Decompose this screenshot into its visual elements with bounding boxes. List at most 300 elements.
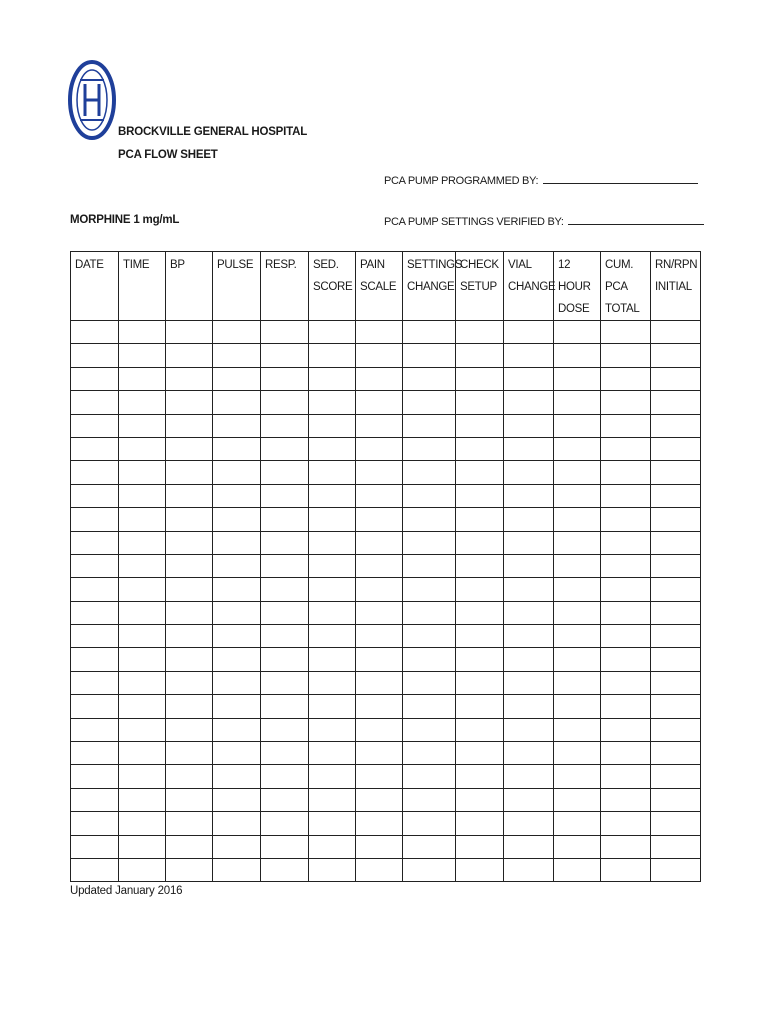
table-cell[interactable] [601, 601, 651, 624]
table-cell[interactable] [456, 742, 504, 765]
table-cell[interactable] [403, 718, 456, 741]
table-cell[interactable] [309, 858, 356, 881]
table-cell[interactable] [166, 765, 213, 788]
table-cell[interactable] [504, 835, 554, 858]
table-cell[interactable] [554, 695, 601, 718]
table-cell[interactable] [166, 461, 213, 484]
table-cell[interactable] [504, 858, 554, 881]
table-cell[interactable] [309, 695, 356, 718]
table-cell[interactable] [213, 414, 261, 437]
table-cell[interactable] [456, 695, 504, 718]
table-cell[interactable] [601, 508, 651, 531]
table-cell[interactable] [166, 835, 213, 858]
table-cell[interactable] [456, 648, 504, 671]
table-cell[interactable] [261, 321, 309, 344]
table-cell[interactable] [119, 367, 166, 390]
table-cell[interactable] [213, 367, 261, 390]
table-cell[interactable] [601, 788, 651, 811]
table-cell[interactable] [166, 321, 213, 344]
table-cell[interactable] [309, 835, 356, 858]
table-cell[interactable] [119, 812, 166, 835]
table-cell[interactable] [261, 718, 309, 741]
table-cell[interactable] [554, 437, 601, 460]
table-cell[interactable] [554, 718, 601, 741]
table-cell[interactable] [554, 391, 601, 414]
table-cell[interactable] [651, 554, 701, 577]
table-cell[interactable] [213, 718, 261, 741]
table-cell[interactable] [403, 625, 456, 648]
table-cell[interactable] [456, 321, 504, 344]
table-cell[interactable] [356, 695, 403, 718]
table-cell[interactable] [309, 742, 356, 765]
table-cell[interactable] [601, 742, 651, 765]
table-cell[interactable] [71, 461, 119, 484]
table-cell[interactable] [456, 788, 504, 811]
table-cell[interactable] [456, 835, 504, 858]
table-cell[interactable] [166, 625, 213, 648]
table-cell[interactable] [261, 858, 309, 881]
table-cell[interactable] [166, 531, 213, 554]
table-cell[interactable] [166, 601, 213, 624]
table-cell[interactable] [601, 835, 651, 858]
table-cell[interactable] [651, 742, 701, 765]
table-cell[interactable] [71, 531, 119, 554]
table-cell[interactable] [166, 578, 213, 601]
table-cell[interactable] [504, 601, 554, 624]
table-cell[interactable] [403, 461, 456, 484]
table-cell[interactable] [213, 344, 261, 367]
table-cell[interactable] [261, 554, 309, 577]
table-cell[interactable] [166, 344, 213, 367]
table-cell[interactable] [309, 788, 356, 811]
table-cell[interactable] [119, 414, 166, 437]
table-cell[interactable] [309, 391, 356, 414]
table-cell[interactable] [309, 367, 356, 390]
table-cell[interactable] [119, 508, 166, 531]
table-cell[interactable] [119, 835, 166, 858]
table-cell[interactable] [504, 718, 554, 741]
table-cell[interactable] [651, 835, 701, 858]
table-cell[interactable] [356, 742, 403, 765]
table-cell[interactable] [261, 625, 309, 648]
pump-settings-verified-by-field[interactable] [568, 214, 704, 225]
table-cell[interactable] [403, 601, 456, 624]
table-cell[interactable] [166, 812, 213, 835]
table-cell[interactable] [166, 391, 213, 414]
table-cell[interactable] [601, 554, 651, 577]
table-cell[interactable] [504, 578, 554, 601]
table-cell[interactable] [213, 508, 261, 531]
table-cell[interactable] [651, 344, 701, 367]
table-cell[interactable] [456, 578, 504, 601]
table-cell[interactable] [166, 437, 213, 460]
table-cell[interactable] [554, 625, 601, 648]
table-cell[interactable] [213, 812, 261, 835]
table-cell[interactable] [456, 437, 504, 460]
table-cell[interactable] [601, 391, 651, 414]
table-cell[interactable] [166, 858, 213, 881]
table-cell[interactable] [456, 508, 504, 531]
table-cell[interactable] [504, 391, 554, 414]
table-cell[interactable] [71, 812, 119, 835]
table-cell[interactable] [309, 718, 356, 741]
table-cell[interactable] [166, 695, 213, 718]
table-cell[interactable] [403, 554, 456, 577]
table-cell[interactable] [71, 625, 119, 648]
table-cell[interactable] [213, 531, 261, 554]
table-cell[interactable] [456, 601, 504, 624]
table-cell[interactable] [356, 414, 403, 437]
table-cell[interactable] [554, 742, 601, 765]
table-cell[interactable] [309, 578, 356, 601]
table-cell[interactable] [119, 625, 166, 648]
table-cell[interactable] [261, 648, 309, 671]
table-cell[interactable] [504, 648, 554, 671]
table-cell[interactable] [504, 321, 554, 344]
table-cell[interactable] [651, 695, 701, 718]
table-cell[interactable] [356, 321, 403, 344]
table-cell[interactable] [356, 554, 403, 577]
table-cell[interactable] [403, 858, 456, 881]
table-cell[interactable] [356, 765, 403, 788]
table-cell[interactable] [554, 484, 601, 507]
table-cell[interactable] [71, 367, 119, 390]
table-cell[interactable] [601, 437, 651, 460]
table-cell[interactable] [601, 625, 651, 648]
table-cell[interactable] [213, 695, 261, 718]
table-cell[interactable] [119, 695, 166, 718]
table-cell[interactable] [456, 625, 504, 648]
table-cell[interactable] [213, 554, 261, 577]
table-cell[interactable] [601, 321, 651, 344]
table-cell[interactable] [213, 391, 261, 414]
table-cell[interactable] [119, 788, 166, 811]
table-cell[interactable] [356, 788, 403, 811]
table-cell[interactable] [356, 437, 403, 460]
table-cell[interactable] [261, 742, 309, 765]
table-cell[interactable] [356, 812, 403, 835]
table-cell[interactable] [119, 461, 166, 484]
table-cell[interactable] [356, 367, 403, 390]
table-cell[interactable] [504, 812, 554, 835]
table-cell[interactable] [309, 531, 356, 554]
table-cell[interactable] [261, 578, 309, 601]
table-cell[interactable] [504, 765, 554, 788]
table-cell[interactable] [651, 671, 701, 694]
table-cell[interactable] [651, 788, 701, 811]
table-cell[interactable] [356, 461, 403, 484]
table-cell[interactable] [356, 484, 403, 507]
table-cell[interactable] [504, 788, 554, 811]
table-cell[interactable] [456, 531, 504, 554]
table-cell[interactable] [166, 648, 213, 671]
table-cell[interactable] [403, 695, 456, 718]
table-cell[interactable] [601, 484, 651, 507]
table-cell[interactable] [504, 414, 554, 437]
table-cell[interactable] [651, 578, 701, 601]
table-cell[interactable] [504, 367, 554, 390]
table-cell[interactable] [651, 437, 701, 460]
table-cell[interactable] [651, 601, 701, 624]
table-cell[interactable] [119, 578, 166, 601]
table-cell[interactable] [356, 648, 403, 671]
table-cell[interactable] [403, 367, 456, 390]
table-cell[interactable] [213, 578, 261, 601]
table-cell[interactable] [651, 321, 701, 344]
table-cell[interactable] [166, 718, 213, 741]
table-cell[interactable] [71, 835, 119, 858]
table-cell[interactable] [71, 578, 119, 601]
table-cell[interactable] [213, 765, 261, 788]
table-cell[interactable] [71, 601, 119, 624]
table-cell[interactable] [456, 367, 504, 390]
table-cell[interactable] [71, 858, 119, 881]
table-cell[interactable] [309, 554, 356, 577]
table-cell[interactable] [119, 671, 166, 694]
table-cell[interactable] [601, 858, 651, 881]
table-cell[interactable] [554, 344, 601, 367]
table-cell[interactable] [261, 367, 309, 390]
table-cell[interactable] [261, 765, 309, 788]
pump-programmed-by-field[interactable] [543, 173, 698, 184]
table-cell[interactable] [119, 765, 166, 788]
table-cell[interactable] [71, 344, 119, 367]
table-cell[interactable] [403, 648, 456, 671]
table-cell[interactable] [213, 788, 261, 811]
table-cell[interactable] [71, 414, 119, 437]
table-cell[interactable] [166, 554, 213, 577]
table-cell[interactable] [554, 788, 601, 811]
table-cell[interactable] [456, 765, 504, 788]
table-cell[interactable] [261, 508, 309, 531]
table-cell[interactable] [601, 367, 651, 390]
table-cell[interactable] [261, 391, 309, 414]
table-cell[interactable] [403, 765, 456, 788]
table-cell[interactable] [119, 437, 166, 460]
table-cell[interactable] [554, 812, 601, 835]
table-cell[interactable] [504, 531, 554, 554]
table-cell[interactable] [71, 484, 119, 507]
table-cell[interactable] [166, 742, 213, 765]
table-cell[interactable] [356, 508, 403, 531]
table-cell[interactable] [261, 835, 309, 858]
table-cell[interactable] [651, 484, 701, 507]
table-cell[interactable] [456, 671, 504, 694]
table-cell[interactable] [71, 718, 119, 741]
table-cell[interactable] [601, 695, 651, 718]
table-cell[interactable] [71, 437, 119, 460]
table-cell[interactable] [554, 578, 601, 601]
table-cell[interactable] [166, 788, 213, 811]
table-cell[interactable] [554, 321, 601, 344]
table-cell[interactable] [456, 461, 504, 484]
table-cell[interactable] [261, 671, 309, 694]
table-cell[interactable] [554, 508, 601, 531]
table-cell[interactable] [261, 695, 309, 718]
table-cell[interactable] [309, 765, 356, 788]
table-cell[interactable] [651, 508, 701, 531]
table-cell[interactable] [71, 742, 119, 765]
table-cell[interactable] [601, 578, 651, 601]
table-cell[interactable] [71, 321, 119, 344]
table-cell[interactable] [504, 437, 554, 460]
table-cell[interactable] [309, 508, 356, 531]
table-cell[interactable] [651, 858, 701, 881]
table-cell[interactable] [403, 321, 456, 344]
table-cell[interactable] [403, 344, 456, 367]
table-cell[interactable] [261, 414, 309, 437]
table-cell[interactable] [166, 508, 213, 531]
table-cell[interactable] [119, 344, 166, 367]
table-cell[interactable] [456, 484, 504, 507]
table-cell[interactable] [119, 531, 166, 554]
table-cell[interactable] [309, 601, 356, 624]
table-cell[interactable] [213, 437, 261, 460]
table-cell[interactable] [554, 461, 601, 484]
table-cell[interactable] [213, 835, 261, 858]
table-cell[interactable] [504, 554, 554, 577]
table-cell[interactable] [456, 812, 504, 835]
table-cell[interactable] [261, 461, 309, 484]
table-cell[interactable] [356, 718, 403, 741]
table-cell[interactable] [213, 484, 261, 507]
table-cell[interactable] [309, 671, 356, 694]
table-cell[interactable] [261, 484, 309, 507]
table-cell[interactable] [651, 414, 701, 437]
table-cell[interactable] [261, 531, 309, 554]
table-cell[interactable] [403, 671, 456, 694]
table-cell[interactable] [309, 344, 356, 367]
table-cell[interactable] [356, 625, 403, 648]
table-cell[interactable] [213, 858, 261, 881]
table-cell[interactable] [456, 858, 504, 881]
table-cell[interactable] [356, 671, 403, 694]
table-cell[interactable] [651, 765, 701, 788]
table-cell[interactable] [309, 625, 356, 648]
table-cell[interactable] [356, 578, 403, 601]
table-cell[interactable] [166, 367, 213, 390]
table-cell[interactable] [309, 437, 356, 460]
table-cell[interactable] [213, 601, 261, 624]
table-cell[interactable] [554, 858, 601, 881]
table-cell[interactable] [601, 812, 651, 835]
table-cell[interactable] [403, 508, 456, 531]
table-cell[interactable] [456, 344, 504, 367]
table-cell[interactable] [119, 321, 166, 344]
table-cell[interactable] [504, 508, 554, 531]
table-cell[interactable] [403, 484, 456, 507]
table-cell[interactable] [554, 765, 601, 788]
table-cell[interactable] [309, 648, 356, 671]
table-cell[interactable] [554, 671, 601, 694]
table-cell[interactable] [261, 601, 309, 624]
table-cell[interactable] [601, 671, 651, 694]
table-cell[interactable] [213, 321, 261, 344]
table-cell[interactable] [119, 601, 166, 624]
table-cell[interactable] [554, 554, 601, 577]
table-cell[interactable] [213, 671, 261, 694]
table-cell[interactable] [71, 508, 119, 531]
table-cell[interactable] [403, 578, 456, 601]
table-cell[interactable] [504, 742, 554, 765]
table-cell[interactable] [261, 437, 309, 460]
table-cell[interactable] [213, 648, 261, 671]
table-cell[interactable] [403, 742, 456, 765]
table-cell[interactable] [309, 484, 356, 507]
table-cell[interactable] [166, 414, 213, 437]
table-cell[interactable] [119, 742, 166, 765]
table-cell[interactable] [356, 531, 403, 554]
table-cell[interactable] [71, 788, 119, 811]
table-cell[interactable] [554, 648, 601, 671]
table-cell[interactable] [601, 461, 651, 484]
table-cell[interactable] [213, 742, 261, 765]
table-cell[interactable] [554, 835, 601, 858]
table-cell[interactable] [651, 648, 701, 671]
table-cell[interactable] [456, 391, 504, 414]
table-cell[interactable] [356, 344, 403, 367]
table-cell[interactable] [71, 765, 119, 788]
table-cell[interactable] [261, 812, 309, 835]
table-cell[interactable] [601, 765, 651, 788]
table-cell[interactable] [356, 391, 403, 414]
table-cell[interactable] [309, 321, 356, 344]
table-cell[interactable] [309, 812, 356, 835]
table-cell[interactable] [554, 531, 601, 554]
table-cell[interactable] [601, 718, 651, 741]
table-cell[interactable] [356, 835, 403, 858]
table-cell[interactable] [651, 531, 701, 554]
table-cell[interactable] [403, 531, 456, 554]
table-cell[interactable] [119, 391, 166, 414]
table-cell[interactable] [213, 625, 261, 648]
table-cell[interactable] [651, 461, 701, 484]
table-cell[interactable] [504, 695, 554, 718]
table-cell[interactable] [119, 648, 166, 671]
table-cell[interactable] [71, 554, 119, 577]
table-cell[interactable] [456, 718, 504, 741]
table-cell[interactable] [403, 812, 456, 835]
table-cell[interactable] [504, 344, 554, 367]
table-cell[interactable] [601, 414, 651, 437]
table-cell[interactable] [504, 484, 554, 507]
table-cell[interactable] [166, 671, 213, 694]
table-cell[interactable] [356, 601, 403, 624]
table-cell[interactable] [71, 695, 119, 718]
table-cell[interactable] [456, 554, 504, 577]
table-cell[interactable] [601, 344, 651, 367]
table-cell[interactable] [261, 344, 309, 367]
table-cell[interactable] [71, 671, 119, 694]
table-cell[interactable] [601, 531, 651, 554]
table-cell[interactable] [651, 367, 701, 390]
table-cell[interactable] [309, 461, 356, 484]
table-cell[interactable] [504, 461, 554, 484]
table-cell[interactable] [119, 554, 166, 577]
table-cell[interactable] [403, 391, 456, 414]
table-cell[interactable] [554, 601, 601, 624]
table-cell[interactable] [119, 484, 166, 507]
table-cell[interactable] [651, 718, 701, 741]
table-cell[interactable] [403, 788, 456, 811]
table-cell[interactable] [651, 391, 701, 414]
table-cell[interactable] [403, 437, 456, 460]
table-cell[interactable] [651, 625, 701, 648]
table-cell[interactable] [403, 414, 456, 437]
table-cell[interactable] [213, 461, 261, 484]
table-cell[interactable] [166, 484, 213, 507]
table-cell[interactable] [71, 648, 119, 671]
